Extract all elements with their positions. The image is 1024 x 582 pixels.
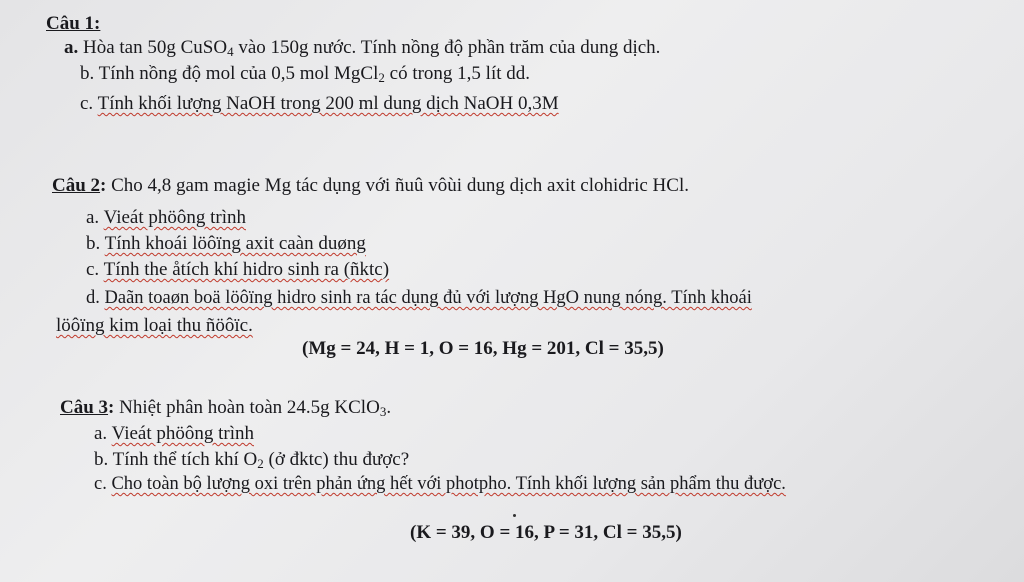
q2-item-c <box>86 258 389 282</box>
q1-item-a <box>64 36 660 60</box>
q2-d-continuation: löôïng kim loại thu ñöôïc. <box>56 315 253 336</box>
q3-a-label: a. <box>94 423 108 444</box>
q1-c-text: Tính khối lượng NaOH trong 200 ml dung dịch NaOH 0,3M <box>97 93 559 114</box>
q3-atomic-masses: (K = 39, O = 16, P = 31, Cl = 35,5) <box>410 522 682 543</box>
q2-d-label: d. <box>86 288 100 308</box>
q2-c-label: c. <box>86 259 100 280</box>
q2-item-a <box>86 206 246 230</box>
q1-c-label: c. <box>80 93 94 114</box>
q2-intro-line: Câu 2: Cho 4,8 gam magie Mg tác dụng với ñuû vôùi dung dịch axit clohidric HCl. <box>52 175 689 196</box>
q3-a-text: Vieát phöông trình <box>111 423 254 444</box>
q2-a-label: a. <box>86 207 100 228</box>
q2-d-text: Daãn toaøn boä löôïng hidro sinh ra tác dụng đủ với lượng HgO nung nóng. Tính khoái <box>104 288 752 308</box>
stray-dot <box>513 514 516 517</box>
q1-a-text: Hòa tan 50g CuSO$_4$ vào 150g nước. Tính nồng độ phần trăm của dung dịch. <box>83 37 661 59</box>
q2-a-text: Vieát phöông trình <box>103 207 246 228</box>
q3-heading: Câu 3 <box>60 397 109 418</box>
q3-c-text: Cho toàn bộ lượng oxi trên phản ứng hết với photpho. Tính khối lượng sản phẩm thu được. <box>111 474 786 494</box>
q3-item-a <box>94 422 254 446</box>
q1-item-b <box>80 62 530 86</box>
q2-b-text: Tính khoái löôïng axit caàn duøng <box>104 233 366 254</box>
q2-b-label: b. <box>86 233 101 254</box>
q1-item-c <box>80 92 559 116</box>
q3-item-c <box>94 472 786 496</box>
q2-atomic-masses: (Mg = 24, H = 1, O = 16, Hg = 201, Cl = 35,5) <box>302 338 664 359</box>
q1-heading: Câu 1: <box>46 13 101 34</box>
q3-c-label: c. <box>94 474 107 494</box>
q2-intro: Cho 4,8 gam magie Mg tác dụng với ñuû vôùi dung dịch axit clohidric HCl. <box>106 175 689 196</box>
q2-item-d <box>86 286 752 310</box>
q1-b-text: Tính nồng độ mol của 0,5 mol MgCl$_2$ có trong 1,5 lít dd. <box>98 63 531 85</box>
q3-intro-line: Câu 3: Nhiệt phân hoàn toàn 24.5g KClO$_3$. <box>60 397 392 419</box>
q1-a-label: a. <box>64 37 79 58</box>
q3-b-text: Tính thể tích khí $O_2$ (ở đktc) thu được? <box>112 449 410 471</box>
q1-b-label: b. <box>80 63 95 84</box>
q3-b-label: b. <box>94 449 109 470</box>
q3-item-b <box>94 448 409 472</box>
q2-c-text: Tính the åtích khí hidro sinh ra (ñktc) <box>103 259 390 280</box>
q3-intro: Nhiệt phân hoàn toàn 24.5g KClO$_3$. <box>114 397 392 419</box>
q2-heading: Câu 2 <box>52 175 101 196</box>
q2-item-b <box>86 232 366 256</box>
